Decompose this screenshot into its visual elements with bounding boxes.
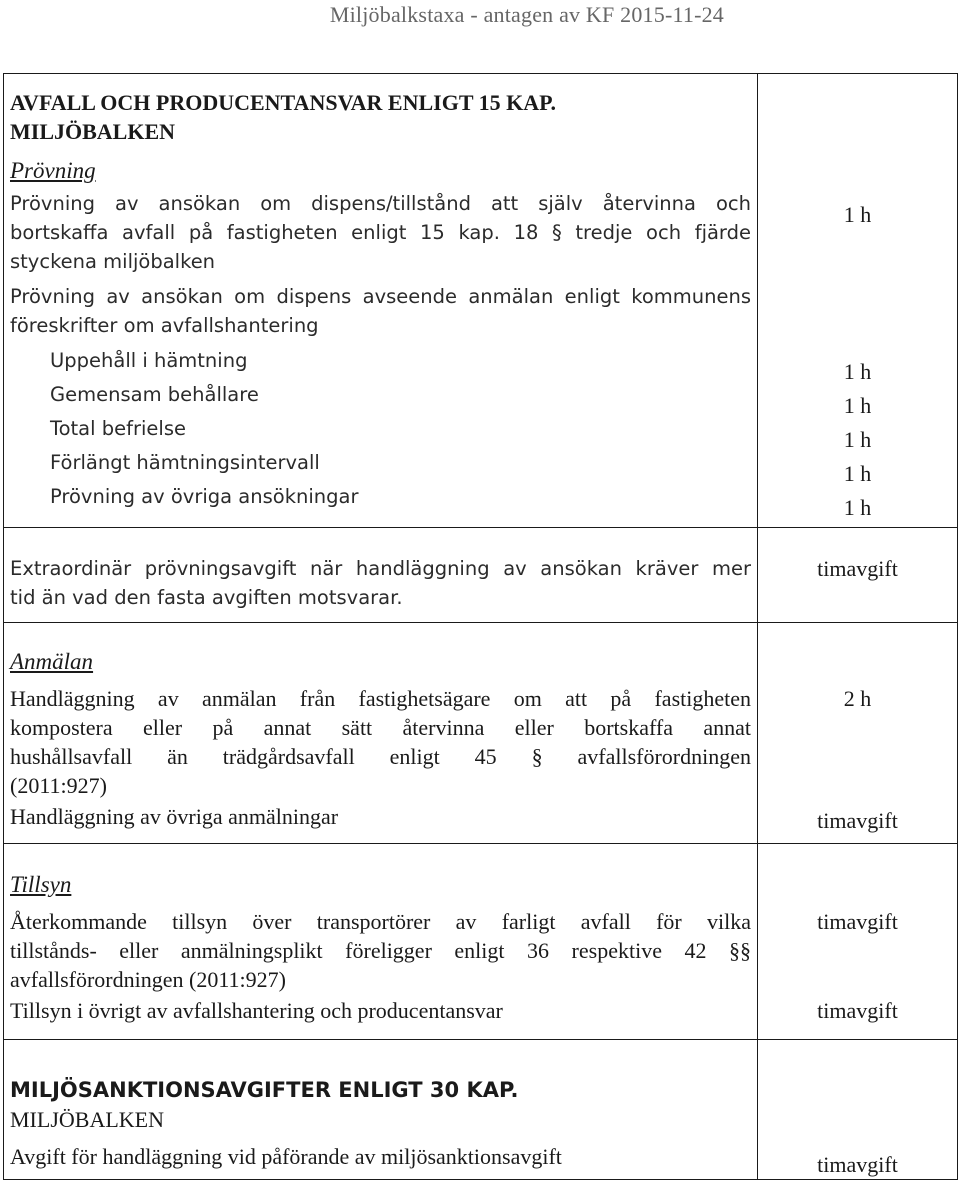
item-forlangt: Förlängt hämtningsintervall bbox=[50, 451, 320, 474]
row-extra-description bbox=[4, 528, 758, 623]
table-row-tillsyn bbox=[4, 844, 958, 1040]
tillsyn-other: Tillsyn i övrigt av avfallshantering och producentansvar bbox=[10, 998, 503, 1023]
fee-sanktion: timavgift bbox=[817, 1152, 898, 1177]
section-title: AVFALL OCH PRODUCENTANSVAR ENLIGT 15 KAP. bbox=[10, 90, 557, 115]
fee-uppehall: 1 h bbox=[843, 359, 872, 384]
row-tillsyn-fees bbox=[758, 844, 958, 1040]
kommun-line-2: föreskrifter om avfallshantering bbox=[10, 314, 319, 337]
anmalan-other: Handläggning av övriga anmälningar bbox=[10, 804, 339, 829]
fee-anmalan-other: timavgift bbox=[817, 808, 898, 833]
kompost-line-3: hushållsavfall än trädgårdsavfall enligt 45 § avfallsförordningen bbox=[10, 744, 751, 769]
row-extra-fee bbox=[758, 528, 958, 623]
row-tillsyn-description bbox=[4, 844, 758, 1040]
item-uppehall: Uppehåll i hämtning bbox=[50, 349, 248, 372]
sanktion-title-cont: MILJÖBALKEN bbox=[10, 1107, 164, 1132]
item-total: Total befrielse bbox=[50, 417, 186, 440]
subheading-anmalan: Anmälan bbox=[10, 649, 94, 674]
row-anmalan-fees bbox=[758, 623, 958, 844]
fee-transport: timavgift bbox=[817, 909, 898, 934]
table-row-extra bbox=[4, 528, 958, 623]
item-gemensam: Gemensam behållare bbox=[50, 383, 259, 406]
sanktion-title: MILJÖSANKTIONSAVGIFTER ENLIGT 30 KAP. bbox=[10, 1078, 519, 1102]
kommun-line-1: Prövning av ansökan om dispens avseende anmälan enligt kommunens bbox=[10, 285, 751, 308]
dispens-text bbox=[10, 189, 751, 516]
dispens-line-2: bortskaffa avfall på fastigheten enligt 15 kap. 18 § tredje och fjärde bbox=[10, 221, 751, 244]
fee-dispens: 1 h bbox=[843, 202, 872, 227]
transport-line-1: Återkommande tillsyn över transportörer av farligt avfall för vilka bbox=[10, 909, 751, 934]
fee-table bbox=[3, 73, 958, 1180]
table-row-sanktion bbox=[4, 1040, 958, 1180]
dispens-line-3: styckena miljöbalken bbox=[10, 250, 216, 273]
fee-kompost: 2 h bbox=[843, 686, 872, 711]
subheading-tillsyn: Tillsyn bbox=[10, 872, 72, 897]
row-sanktion-description bbox=[4, 1040, 758, 1180]
row-sanktion-fee bbox=[758, 1040, 958, 1180]
row-provning-description bbox=[4, 74, 758, 528]
fee-extra: timavgift bbox=[817, 556, 898, 581]
subheading-provning: Prövning bbox=[10, 158, 96, 183]
table-row-provning bbox=[4, 74, 958, 528]
fee-total: 1 h bbox=[843, 427, 872, 452]
kompost-line-4: (2011:927) bbox=[10, 773, 107, 798]
item-ovriga: Prövning av övriga ansökningar bbox=[50, 485, 359, 508]
fee-tillsyn-other: timavgift bbox=[817, 998, 898, 1023]
dispens-line-1: Prövning av ansökan om dispens/tillstånd att själv återvinna och bbox=[10, 192, 751, 215]
sanktion-item: Avgift för handläggning vid påförande av miljösanktionsavgift bbox=[10, 1144, 562, 1169]
transport-line-3: avfallsförordningen (2011:927) bbox=[10, 967, 286, 992]
kompost-line-2: kompostera eller på annat sätt återvinna eller bortskaffa annat bbox=[10, 715, 751, 740]
row-anmalan-description bbox=[4, 623, 758, 844]
fee-gemensam: 1 h bbox=[843, 393, 872, 418]
table-row-anmalan bbox=[4, 623, 958, 844]
section-title-cont: MILJÖBALKEN bbox=[10, 119, 176, 144]
extra-line-2: tid än vad den fasta avgiften motsvarar. bbox=[10, 586, 403, 609]
row-provning-fees bbox=[758, 74, 958, 528]
extra-line-1: Extraordinär prövningsavgift när handläggning av ansökan kräver mer bbox=[10, 557, 751, 580]
kompost-line-1: Handläggning av anmälan från fastighetsägare om att på fastigheten bbox=[10, 686, 751, 711]
transport-line-2: tillstånds- eller anmälningsplikt föreligger enligt 36 respektive 42 §§ bbox=[10, 938, 751, 963]
fee-ovriga: 1 h bbox=[843, 495, 872, 520]
fee-forlangt: 1 h bbox=[843, 461, 872, 486]
page-header: Miljöbalkstaxa - antagen av KF 2015-11-24 bbox=[329, 2, 724, 27]
